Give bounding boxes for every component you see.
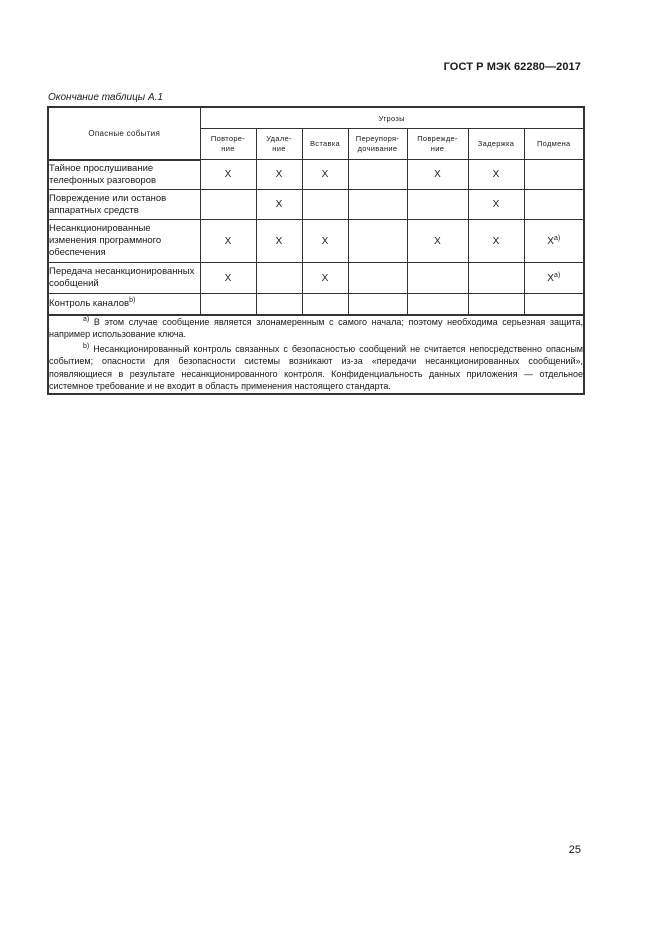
threat-mark: X: [275, 169, 283, 180]
threat-mark-cell: [407, 263, 468, 294]
header-threat-column: Задержка: [468, 129, 524, 160]
hazardous-event-text: Повреждение или останов аппаратных средств: [49, 192, 167, 216]
table-row: [48, 160, 584, 190]
table-row: [48, 190, 584, 220]
page-number: 25: [568, 844, 581, 856]
threat-mark-cell: [468, 220, 524, 263]
threat-mark: X: [275, 235, 283, 247]
threat-mark: X: [492, 169, 500, 180]
threat-mark-cell: [407, 160, 468, 190]
table-row: [48, 263, 584, 294]
threat-mark: X: [434, 235, 441, 247]
threat-mark: X: [492, 235, 500, 247]
threat-mark: X: [321, 169, 329, 180]
threat-mark-cell: [524, 220, 584, 263]
threat-mark: X: [547, 272, 554, 284]
table-caption: Окончание таблицы А.1: [48, 92, 163, 103]
threat-mark-cell: [302, 160, 348, 190]
threat-mark-cell: [302, 190, 348, 220]
threat-mark-cell: [468, 190, 524, 220]
footnote-text: В этом случае сообщение является злонамеренным с самого начала; поэтому необходима серьезная защита, например использование ключа.: [49, 316, 583, 339]
threat-mark-cell: [348, 220, 407, 263]
threat-mark-cell: [468, 160, 524, 190]
footnote-marker: а): [553, 234, 561, 242]
table-row: [48, 220, 584, 263]
threat-mark-cell: [200, 160, 256, 190]
document-code: ГОСТ Р МЭК 62280—2017: [443, 61, 581, 73]
threat-mark: X: [224, 272, 232, 284]
header-threats-group: Угрозы: [200, 107, 584, 129]
threat-mark-cell: [256, 190, 302, 220]
threats-table: [47, 106, 585, 395]
threat-mark-cell: [256, 263, 302, 294]
footnote: [49, 343, 583, 393]
threat-mark: X: [321, 272, 329, 284]
threat-mark-cell: [407, 220, 468, 263]
threat-mark-cell: [200, 294, 256, 315]
footnote-marker: b): [129, 296, 136, 304]
threat-mark: X: [547, 235, 554, 247]
footnote: [49, 316, 583, 341]
threat-mark-cell: [256, 294, 302, 315]
header-threat-column: Подмена: [524, 129, 584, 160]
threat-mark-cell: [348, 190, 407, 220]
threat-mark-cell: [524, 263, 584, 294]
header-threat-column: Удале- ние: [256, 129, 302, 160]
footnote-text: Несанкционированный контроль связанных с безопасностью сообщений не считается непосредственно опасным событием; опасности для безопасности системы возникают из-за «передачи несанкционированных сообщений», появляющиеся в результате несанкционированного контроля. Конфиденциальность данных приложения — отдельное системное требование и не входит в область применения настоящего стандарта.: [49, 343, 583, 391]
threat-mark-cell: [407, 294, 468, 315]
hazardous-event-cell: [48, 160, 200, 190]
hazardous-event-text: Контроль каналов: [49, 297, 130, 309]
threat-mark-cell: [524, 294, 584, 315]
threat-mark-cell: [200, 263, 256, 294]
threat-mark: X: [224, 169, 232, 180]
header-threat-column: Повторе- ние: [200, 129, 256, 160]
hazardous-event-text: Несанкционированные изменения программного обеспечения: [49, 223, 162, 258]
hazardous-event-cell: [48, 220, 200, 263]
threat-mark: X: [434, 169, 441, 180]
header-hazardous-events: Опасные события: [48, 107, 200, 160]
threat-mark: X: [224, 235, 232, 247]
hazardous-event-text: Тайное прослушивание телефонных разговоров: [49, 162, 157, 186]
threat-mark-cell: [524, 190, 584, 220]
threat-mark-cell: [302, 220, 348, 263]
threat-mark-cell: [256, 160, 302, 190]
table-row: [48, 294, 584, 315]
footnote-marker: b): [83, 342, 90, 350]
threat-mark: X: [275, 199, 283, 210]
threat-mark-cell: [524, 160, 584, 190]
threat-mark: X: [492, 199, 500, 210]
threat-mark-cell: [348, 294, 407, 315]
hazardous-event-cell: [48, 294, 200, 315]
header-threat-column: Поврежде- ние: [407, 129, 468, 160]
header-threat-column: Переупоря- дочивание: [348, 129, 407, 160]
threat-mark-cell: [302, 263, 348, 294]
threat-mark-cell: [348, 263, 407, 294]
footnote-marker: а): [83, 315, 90, 323]
threat-mark-cell: [200, 190, 256, 220]
threat-mark-cell: [302, 294, 348, 315]
footnote-marker: а): [553, 271, 561, 279]
threat-mark-cell: [256, 220, 302, 263]
hazardous-event-text: Передача несанкционированных сообщений: [49, 266, 195, 289]
threat-mark-cell: [407, 190, 468, 220]
threat-mark-cell: [200, 220, 256, 263]
header-threat-column: Вставка: [302, 129, 348, 160]
threat-mark-cell: [348, 160, 407, 190]
threat-mark-cell: [468, 294, 524, 315]
table-footnotes: [48, 315, 584, 394]
threat-mark: X: [321, 235, 329, 247]
hazardous-event-cell: [48, 190, 200, 220]
threat-mark-cell: [468, 263, 524, 294]
hazardous-event-cell: [48, 263, 200, 294]
